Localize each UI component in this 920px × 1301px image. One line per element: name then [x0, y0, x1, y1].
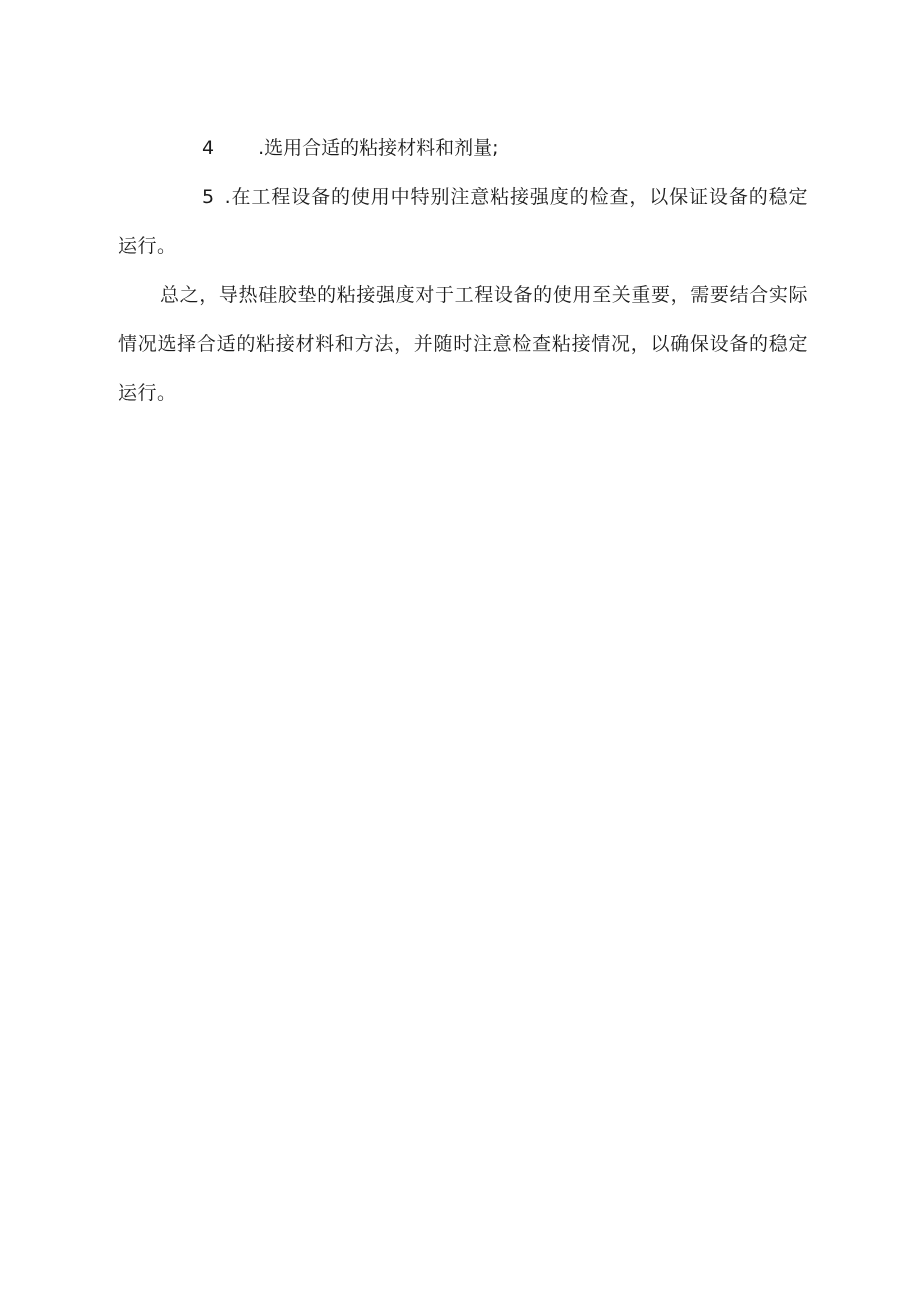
list-item-text: .在工程设备的使用中特别注意粘接强度的检查，以保证设备的稳定运行。 — [118, 186, 808, 257]
list-item-text: .选用合适的粘接材料和剂量; — [258, 137, 499, 159]
conclusion-paragraph: 总之，导热硅胶垫的粘接强度对于工程设备的使用至关重要，需要结合实际情况选择合适的粘接材料和方法，并随时注意检查粘接情况，以确保设备的稳定运行。 — [118, 284, 808, 404]
list-item-5 — [118, 173, 808, 271]
list-number: 4 — [202, 137, 215, 159]
list-number: 5 — [202, 186, 215, 208]
document-body — [118, 124, 808, 418]
list-item-4 — [118, 124, 808, 173]
